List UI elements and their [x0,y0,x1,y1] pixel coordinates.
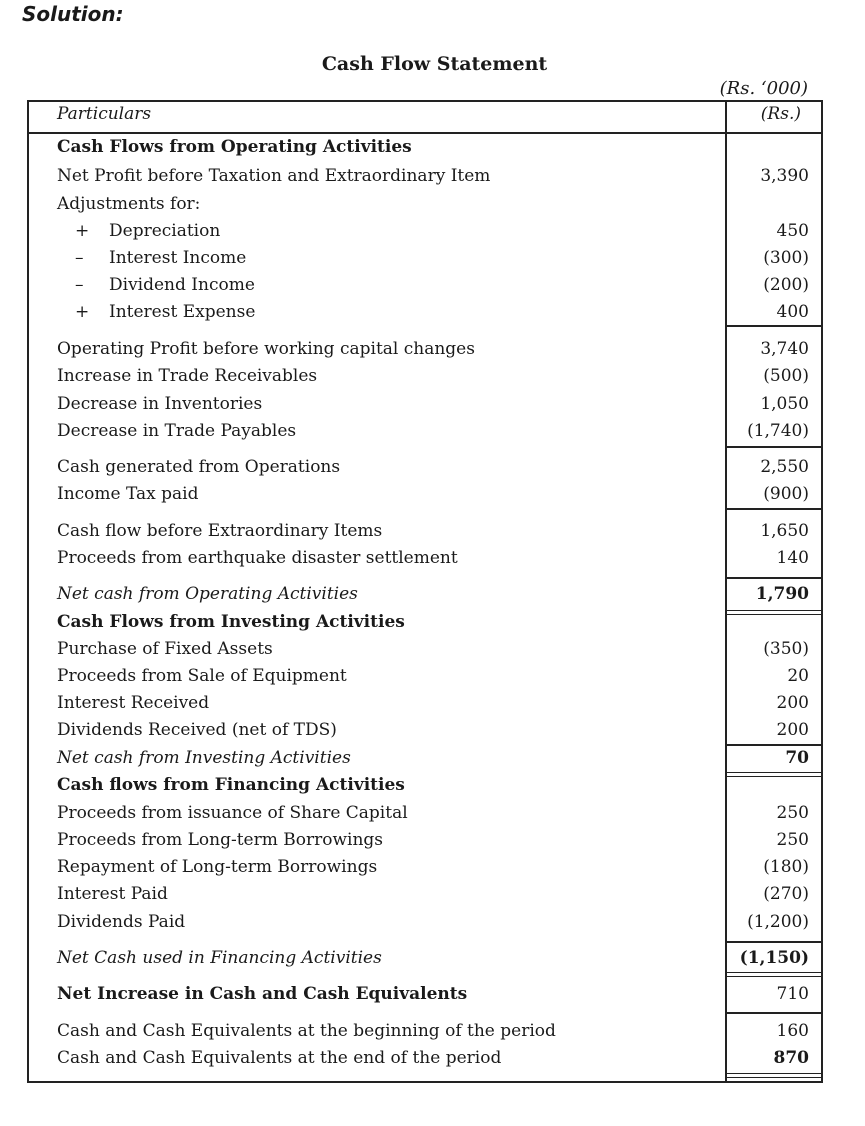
total-double-rule [727,972,823,977]
row-amount: 870 [773,1048,809,1068]
row-amount: (180) [763,857,809,877]
subtotal-rule [727,508,823,510]
statement-row [57,664,817,688]
row-label: Dividends Received (net of TDS) [57,720,337,740]
statement-row [57,882,817,906]
statement-row [57,582,817,606]
solution-heading: Solution: [22,2,124,26]
statement-row [57,691,817,715]
statement-row [57,455,817,479]
adjustment-sign: – [75,275,84,295]
statement-row [57,482,817,506]
row-label: Proceeds from Sale of Equipment [57,666,347,686]
row-label: Net cash from Investing Activities [57,748,351,768]
row-label: Increase in Trade Receivables [57,366,318,386]
statement-row [57,610,817,634]
row-label: Interest Paid [57,884,168,904]
row-amount: 3,390 [760,166,809,186]
adjustment-sign: – [75,248,84,268]
statement-row [57,910,817,934]
row-label: Depreciation [109,221,221,241]
statement-row [57,519,817,543]
statement-row [57,773,817,797]
row-label: Decrease in Trade Payables [57,421,297,441]
statement-row [57,828,817,852]
row-amount: 250 [776,830,809,850]
row-amount: (300) [763,248,809,268]
statement-row [57,392,817,416]
row-amount: 160 [776,1021,809,1041]
row-label: Cash generated from Operations [57,457,341,477]
statement-row [57,419,817,443]
row-amount: (1,200) [747,912,809,932]
row-amount: 200 [776,720,809,740]
row-label: Net Cash used in Financing Activities [57,948,382,968]
statement-row [57,946,817,970]
row-amount: (270) [763,884,809,904]
unit-note: (Rs. ‘000) [719,78,808,99]
subtotal-rule [727,941,823,943]
statement-row [57,1019,817,1043]
row-label: Cash Flows from Investing Activities [57,612,405,632]
statement-row [57,746,817,770]
row-label: Proceeds from Long-term Borrowings [57,830,384,850]
row-label: Proceeds from issuance of Share Capital [57,803,408,823]
particulars-header: Particulars [57,104,152,124]
row-label: Proceeds from earthquake disaster settlement [57,548,458,568]
row-label: Decrease in Inventories [57,394,263,414]
row-label: Net Increase in Cash and Cash Equivalents [57,984,468,1004]
row-amount: (500) [763,366,809,386]
statement-row [57,637,817,661]
row-amount: 450 [776,221,809,241]
row-amount: 400 [776,302,809,322]
row-label: Interest Expense [109,302,256,322]
row-amount: 250 [776,803,809,823]
statement-row [57,273,817,297]
row-label: Dividends Paid [57,912,186,932]
subtotal-rule [727,446,823,448]
row-label: Purchase of Fixed Assets [57,639,273,659]
statement-row [57,337,817,361]
row-label: Interest Received [57,693,210,713]
adjustment-sign: + [75,221,90,241]
statement-row [57,219,817,243]
row-amount: (350) [763,639,809,659]
row-label: Cash flow before Extraordinary Items [57,521,383,541]
row-amount: 140 [776,548,809,568]
row-amount: 200 [776,693,809,713]
statement-row [57,192,817,216]
adjustment-sign: + [75,302,90,322]
statement-row [57,855,817,879]
statement-row [57,246,817,270]
subtotal-rule [727,325,823,327]
row-label: Cash and Cash Equivalents at the beginning of the period [57,1021,556,1041]
row-label: Net cash from Operating Activities [57,584,358,604]
row-amount: 2,550 [760,457,809,477]
statement-row [57,135,817,159]
statement-row [57,718,817,742]
row-label: Operating Profit before working capital changes [57,339,475,359]
statement-row [57,364,817,388]
subtotal-rule [727,1012,823,1014]
row-amount: (900) [763,484,809,504]
row-amount: (1,150) [739,948,809,968]
statement-row [57,164,817,188]
statement-row [57,982,817,1006]
total-double-rule [727,1073,823,1078]
statement-row [57,1046,817,1070]
row-label: Repayment of Long-term Borrowings [57,857,378,877]
row-amount: 710 [776,984,809,1004]
row-amount: 1,790 [755,584,809,604]
statement-title: Cash Flow Statement [321,53,548,75]
row-amount: 3,740 [760,339,809,359]
row-amount: 20 [787,666,809,686]
statement-row [57,801,817,825]
row-amount: 70 [785,748,809,768]
row-amount: (1,740) [747,421,809,441]
row-label: Cash flows from Financing Activities [57,775,405,795]
row-label: Interest Income [109,248,247,268]
row-amount: 1,650 [760,521,809,541]
statement-row [57,300,817,324]
subtotal-rule [727,577,823,579]
row-label: Net Profit before Taxation and Extraordinary Item [57,166,491,186]
row-amount: (200) [763,275,809,295]
row-amount: 1,050 [760,394,809,414]
row-label: Adjustments for: [57,194,201,214]
statement-row [57,546,817,570]
row-label: Income Tax paid [57,484,199,504]
row-label: Dividend Income [109,275,255,295]
amount-header: (Rs.) [760,104,801,124]
row-label: Cash Flows from Operating Activities [57,137,412,157]
header-rule [27,132,823,134]
row-label: Cash and Cash Equivalents at the end of the period [57,1048,502,1068]
